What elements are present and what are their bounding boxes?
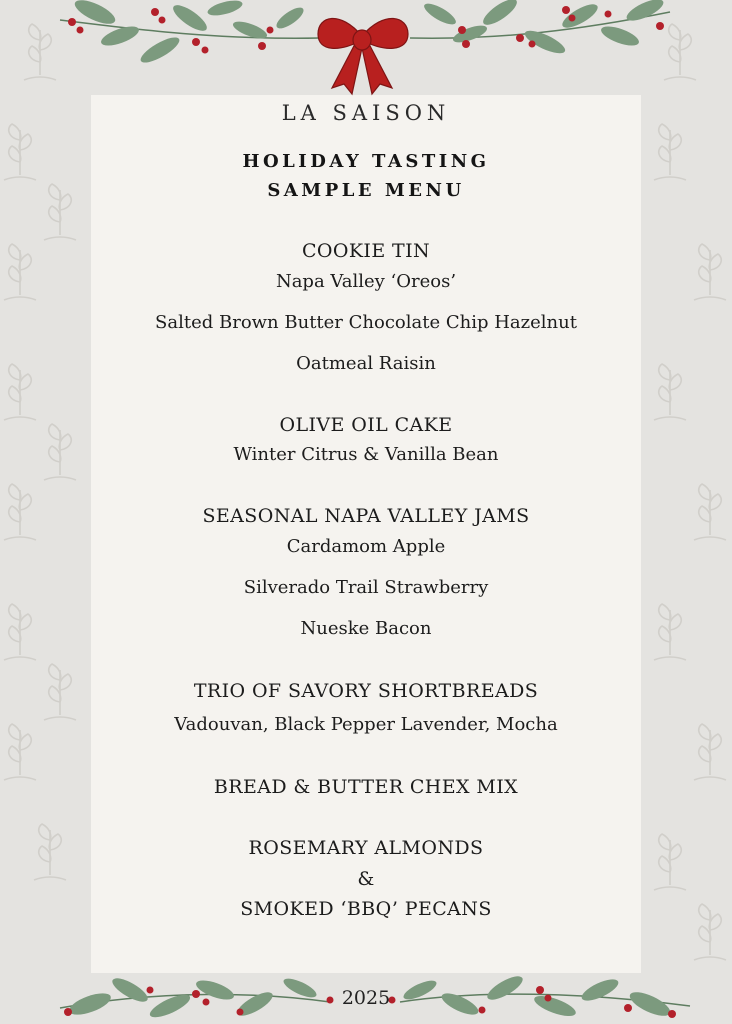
- menu-item: Vadouvan, Black Pepper Lavender, Mocha: [174, 714, 558, 735]
- section-title-shortbreads: TRIO OF SAVORY SHORTBREADS: [193, 680, 539, 702]
- menu-heading-line2: SAMPLE MENU: [267, 180, 465, 201]
- bow-icon: [318, 18, 408, 94]
- section-title-jams: SEASONAL NAPA VALLEY JAMS: [202, 505, 530, 527]
- ampersand: &: [357, 868, 375, 890]
- section-title-almonds: ROSEMARY ALMONDS: [248, 837, 484, 859]
- section-title-cookie-tin: COOKIE TIN: [301, 240, 431, 262]
- menu-item: Cardamom Apple: [286, 536, 446, 557]
- menu-item: Nueske Bacon: [300, 618, 432, 639]
- section-title-olive-oil-cake: OLIVE OIL CAKE: [279, 414, 453, 436]
- menu-heading-line1: HOLIDAY TASTING: [242, 151, 490, 172]
- menu-item: Winter Citrus & Vanilla Bean: [233, 444, 499, 465]
- menu-item: Oatmeal Raisin: [296, 353, 436, 374]
- menu-item: Napa Valley ‘Oreos’: [275, 271, 457, 292]
- section-title-chex-mix: BREAD & BUTTER CHEX MIX: [213, 776, 519, 798]
- year-label: 2025: [341, 987, 391, 1009]
- menu-item: Silverado Trail Strawberry: [243, 577, 489, 598]
- section-title-pecans: SMOKED ‘BBQ’ PECANS: [240, 898, 492, 920]
- brand-name: LA SAISON: [281, 101, 451, 125]
- holly-garland: [0, 0, 732, 100]
- menu-item: Salted Brown Butter Chocolate Chip Hazelnut: [155, 312, 577, 333]
